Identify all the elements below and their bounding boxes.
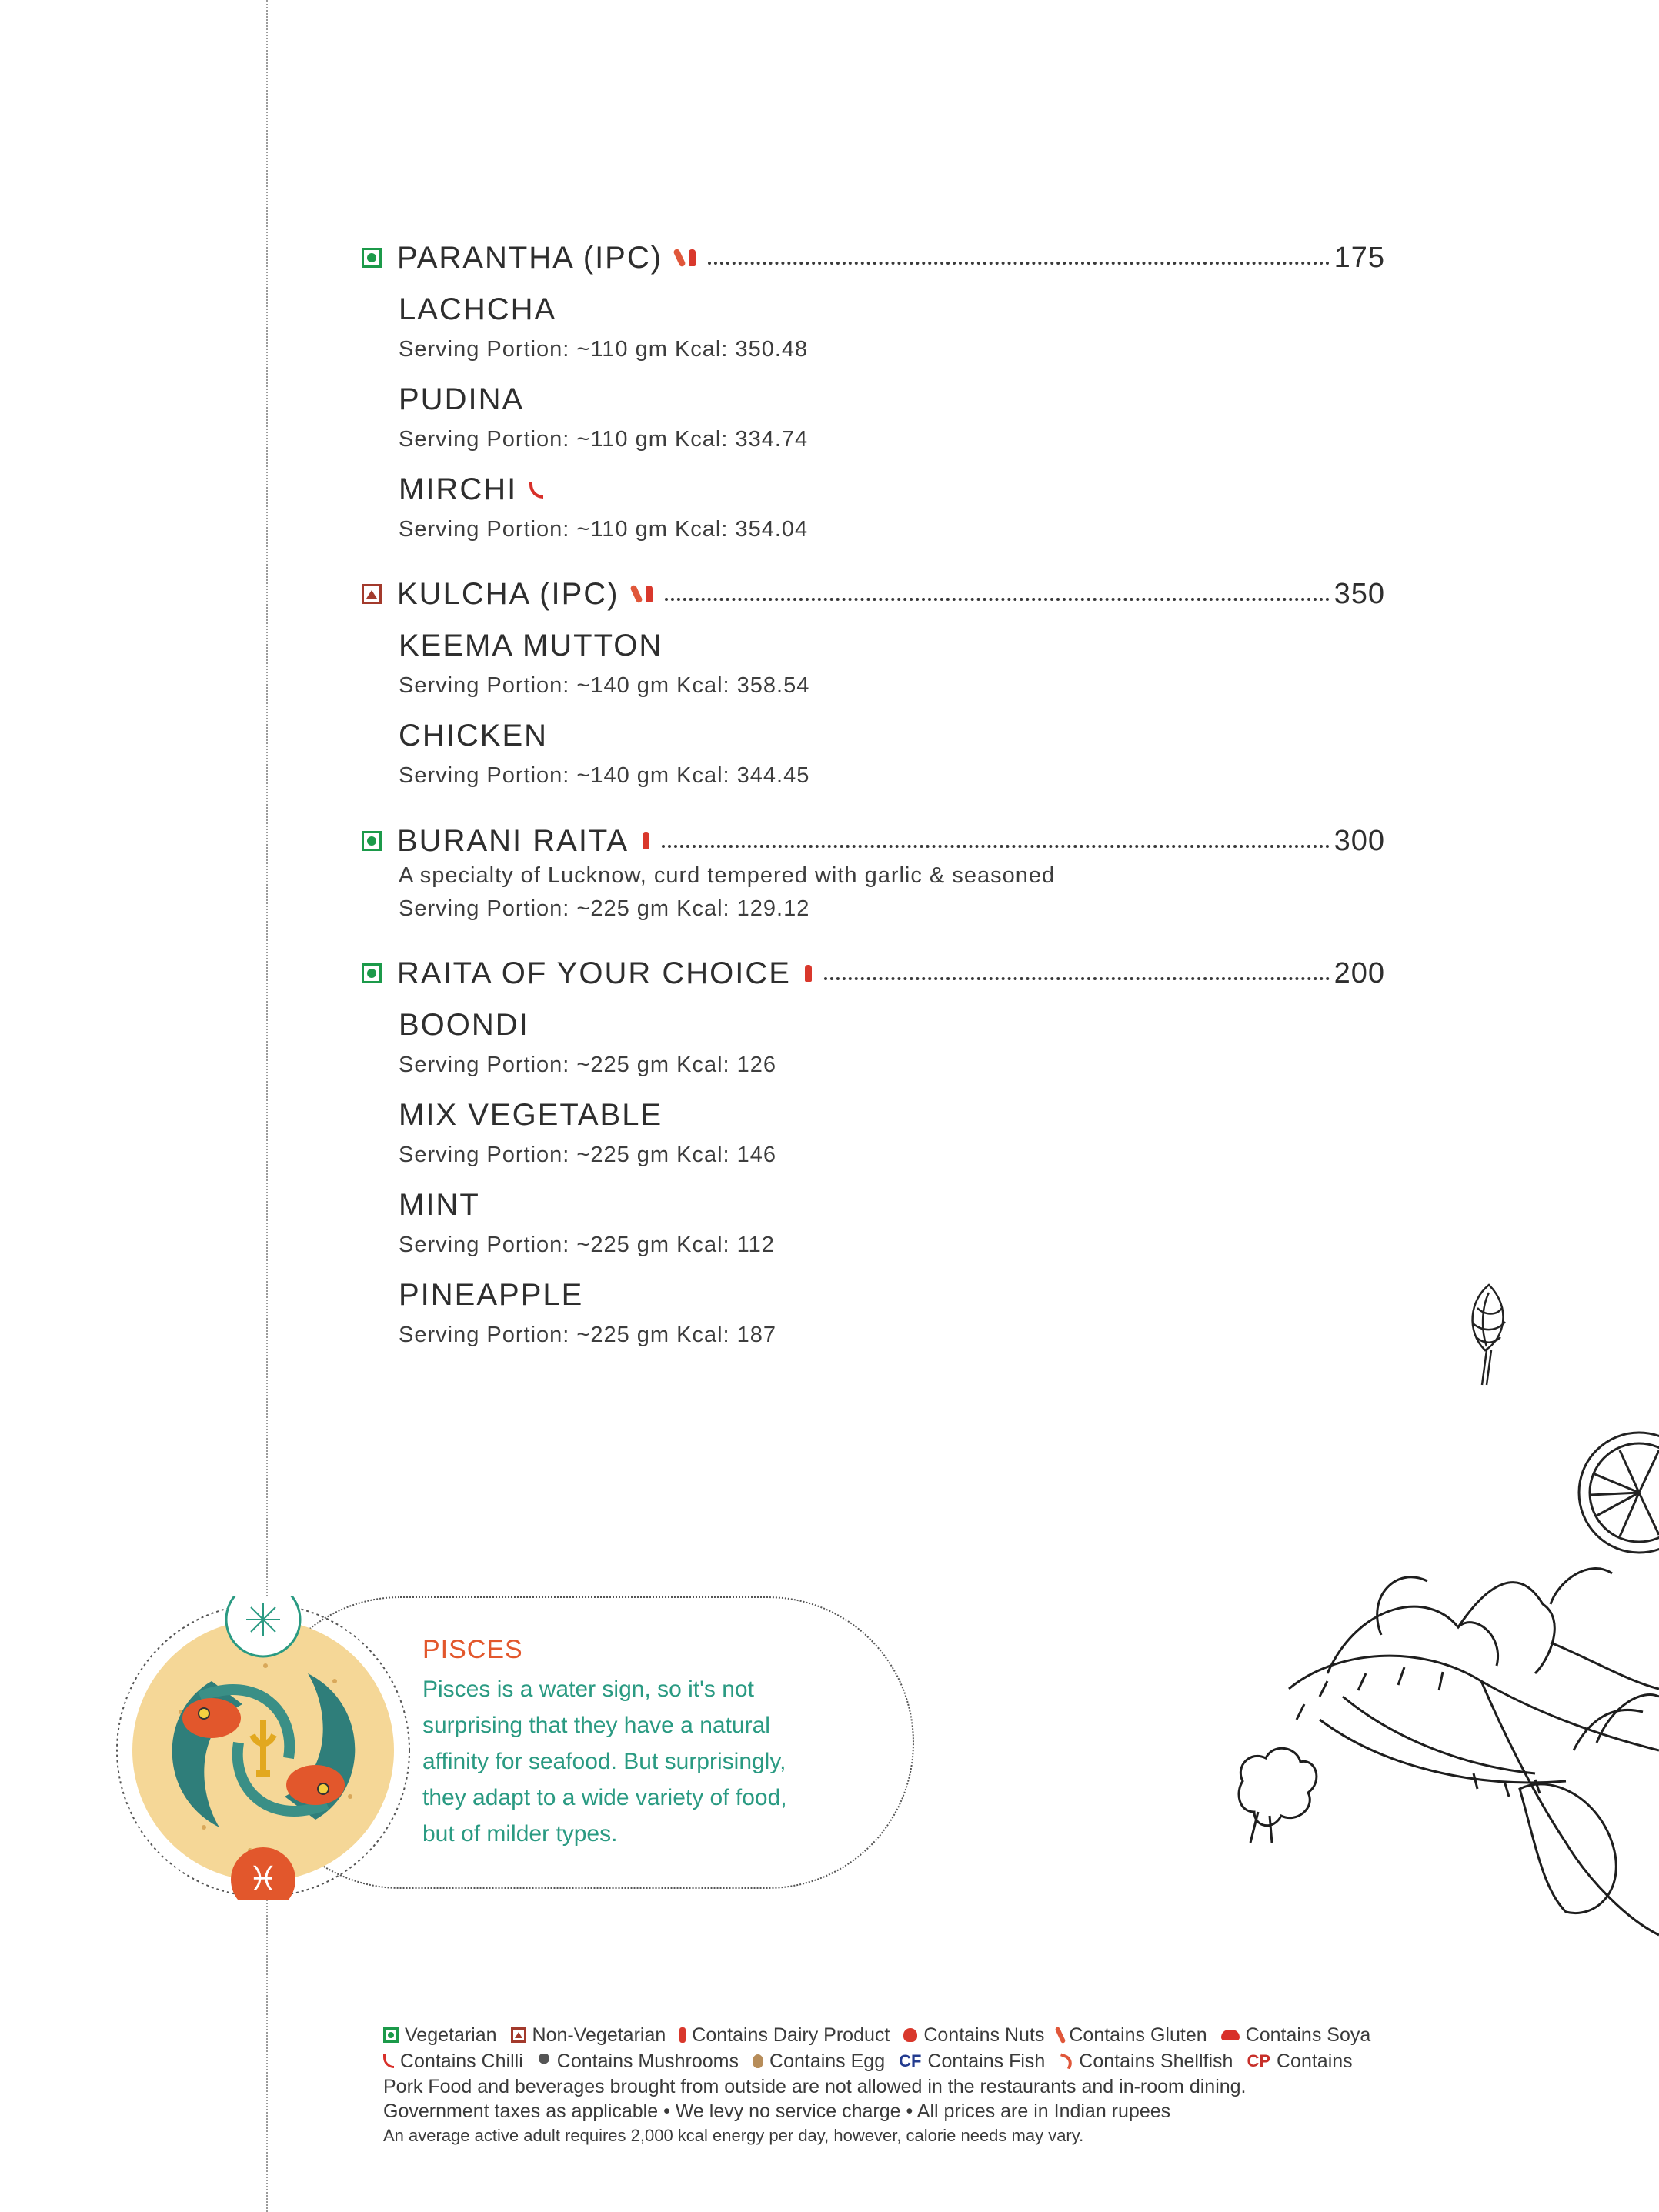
zodiac-line: affinity for seafood. But surprisingly,: [422, 1749, 786, 1774]
dot-leader: [824, 977, 1330, 980]
sub-item-detail: Serving Portion: ~110 gm Kcal: 334.74: [399, 427, 809, 452]
menu-item-detail: Serving Portion: ~225 gm Kcal: 129.12: [399, 896, 810, 921]
menu-item-kulcha: [362, 572, 1385, 616]
legend-label: Contains Nuts: [923, 2023, 1045, 2046]
legend-row: [383, 2022, 1630, 2048]
leafy-greens-illustration: [1227, 1520, 1659, 1947]
sub-item-mirchi: [399, 472, 543, 507]
sub-item-name: PINEAPPLE: [399, 1278, 584, 1312]
vegetarian-icon: [362, 248, 382, 268]
fish-icon: CF: [899, 2051, 922, 2070]
sub-item-name: PUDINA: [399, 382, 525, 416]
sub-item-name: BOONDI: [399, 1008, 529, 1042]
legend: [383, 2022, 1630, 2148]
mushroom-icon: [537, 2054, 551, 2068]
non-vegetarian-icon: [511, 2027, 526, 2043]
menu-item-name: RAITA OF YOUR CHOICE: [397, 956, 791, 990]
dairy-icon: [679, 2027, 686, 2043]
menu-item-raita-choice: [362, 952, 1385, 995]
dairy-icon: [805, 965, 812, 982]
legend-row: [383, 2048, 1630, 2074]
gluten-icon: [673, 248, 686, 267]
sub-item-name: MIRCHI: [399, 472, 518, 506]
dot-leader: [662, 845, 1330, 848]
sub-item-name: KEEMA MUTTON: [399, 629, 663, 662]
legend-label: Contains Dairy Product: [692, 2023, 890, 2046]
zodiac-line: but of milder types.: [422, 1821, 618, 1847]
vegetarian-icon: [362, 963, 382, 983]
sub-item-detail: Serving Portion: ~225 gm Kcal: 112: [399, 1233, 775, 1257]
vegetarian-icon: [383, 2027, 399, 2043]
dot-leader: [665, 598, 1330, 601]
pisces-symbol-icon: ♓: [248, 1860, 279, 1899]
menu-item-price: 300: [1334, 824, 1385, 857]
legend-label: Contains: [1277, 2050, 1353, 2072]
menu-item-description: A specialty of Lucknow, curd tempered with garlic & seasoned: [399, 863, 1056, 888]
sub-item-name: MINT: [399, 1188, 480, 1222]
dairy-icon: [643, 832, 649, 849]
sub-item-detail: Serving Portion: ~140 gm Kcal: 358.54: [399, 673, 810, 698]
shellfish-icon: [1057, 2053, 1074, 2069]
sub-item-name: LACHCHA: [399, 292, 557, 326]
legend-label: Contains Soya: [1245, 2023, 1371, 2046]
sub-item-detail: Serving Portion: ~225 gm Kcal: 187: [399, 1323, 777, 1347]
sub-item-name: CHICKEN: [399, 719, 549, 752]
egg-icon: [753, 2054, 763, 2068]
sub-item-name: MIX VEGETABLE: [399, 1098, 663, 1132]
menu-item-parantha: [362, 236, 1385, 279]
zodiac-line: they adapt to a wide variety of food,: [422, 1785, 787, 1810]
menu-item-price: 200: [1334, 956, 1385, 989]
artichoke-illustration: [1454, 1277, 1524, 1393]
legend-label: Contains Gluten: [1069, 2023, 1207, 2046]
zodiac-title: PISCES: [422, 1635, 523, 1664]
chilli-icon: [529, 482, 543, 499]
zodiac-line: Pisces is a water sign, so it's not: [422, 1677, 754, 1702]
menu-item-name: KULCHA (IPC): [397, 576, 619, 611]
legend-label: Contains Shellfish: [1079, 2050, 1233, 2072]
soya-icon: [1221, 2030, 1240, 2040]
menu-item-name: PARANTHA (IPC): [397, 240, 663, 275]
menu-item-price: 175: [1334, 241, 1385, 274]
menu-item-price: 350: [1334, 577, 1385, 610]
sub-item-detail: Serving Portion: ~225 gm Kcal: 146: [399, 1143, 777, 1167]
legend-label: Non-Vegetarian: [532, 2023, 666, 2046]
dairy-icon: [689, 249, 696, 266]
footer-note: An average active adult requires 2,000 kcal energy per day, however, calorie needs may vary.: [383, 2126, 1084, 2145]
legend-label: Contains Fish: [927, 2050, 1046, 2072]
gluten-icon: [629, 584, 643, 603]
zodiac-line: surprising that they have a natural: [422, 1713, 770, 1738]
nuts-icon: [903, 2028, 917, 2042]
dairy-icon: [646, 586, 653, 602]
footer-note: Government taxes as applicable • We levy no service charge • All prices are in Indian rupees: [383, 2100, 1171, 2122]
sub-item-detail: Serving Portion: ~225 gm Kcal: 126: [399, 1053, 777, 1077]
vegetarian-icon: [362, 831, 382, 851]
gluten-icon: [1055, 2027, 1066, 2044]
legend-label: Contains Chilli: [400, 2050, 523, 2072]
dot-leader: [708, 262, 1330, 265]
zodiac-description: [422, 1671, 823, 1852]
menu-item-name: BURANI RAITA: [397, 823, 629, 858]
footer-note: Pork Food and beverages brought from outside are not allowed in the restaurants and in-room dining.: [383, 2076, 1247, 2097]
legend-label: Vegetarian: [405, 2023, 497, 2046]
sub-item-detail: Serving Portion: ~110 gm Kcal: 350.48: [399, 337, 809, 362]
legend-label: Contains Mushrooms: [556, 2050, 739, 2072]
menu-item-burani-raita: [362, 819, 1385, 862]
non-vegetarian-icon: [362, 584, 382, 604]
chilli-icon: [383, 2054, 394, 2068]
pork-icon: CP: [1247, 2051, 1270, 2070]
legend-label: Contains Egg: [769, 2050, 886, 2072]
pisces-emblem: [112, 1596, 416, 1900]
sub-item-detail: Serving Portion: ~110 gm Kcal: 354.04: [399, 517, 809, 542]
sub-item-detail: Serving Portion: ~140 gm Kcal: 344.45: [399, 763, 810, 788]
